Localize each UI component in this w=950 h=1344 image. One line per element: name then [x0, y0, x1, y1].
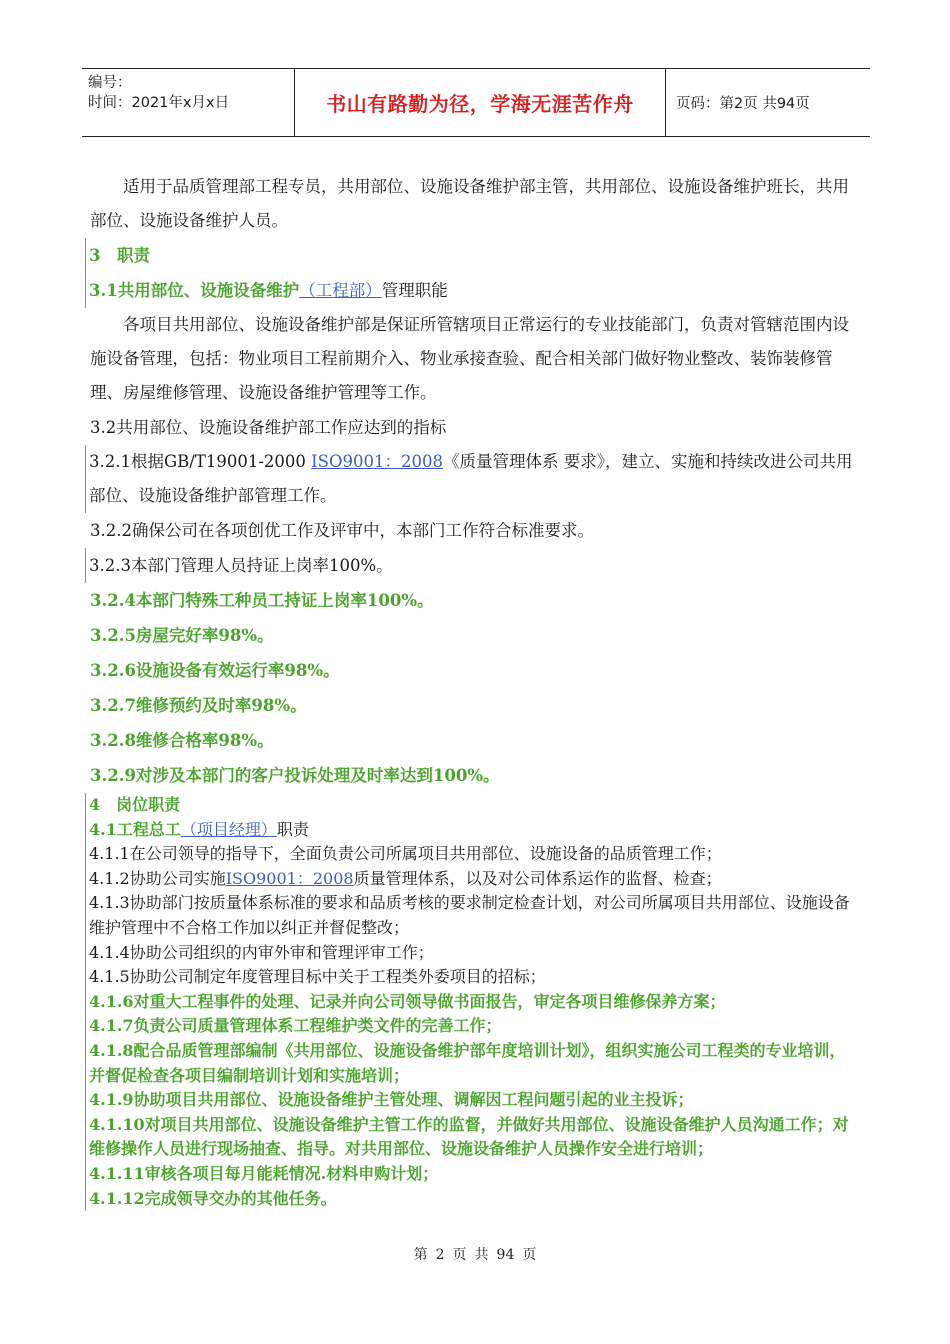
header-meta: [82, 69, 295, 136]
section-4-1-link[interactable]: （项目经理）: [180, 819, 277, 839]
item-4-1-11: 4.1.11审核各项目每月能耗情况.材料申购计划；: [85, 1162, 860, 1187]
item-3-2-8: 3.2.8维修合格率98%。: [90, 731, 274, 750]
footer-gong: 共: [474, 1247, 489, 1263]
footer-ye2: 页: [522, 1247, 537, 1263]
item-4-1-2-link[interactable]: ISO9001：2008: [225, 868, 354, 888]
document-header: [82, 68, 870, 137]
section-3-2: 3.2共用部位、设施设备维护部工作应达到的指标: [90, 418, 447, 437]
section-4-1-heading: [85, 818, 860, 843]
item-3-2-1-text-a: 3.2.1根据GB/T19001-2000: [89, 452, 312, 471]
document-body: [90, 170, 860, 1211]
page-footer: [0, 1244, 950, 1264]
section-3-1-heading: [85, 273, 860, 308]
section-3-1-body: 各项目共用部位、设施设备维护部是保证所管辖项目正常运行的专业技能部门，负责对管辖范围内设施设备管理，包括：物业项目工程前期介入、物业承接查验、配合相关部门做好物业整改、装饰装修管理、房屋维修管理、设施设备维护管理等工作。: [90, 315, 849, 402]
footer-di: 第: [413, 1247, 428, 1263]
item-4-1-1: 4.1.1在公司领导的指导下，全面负责公司所属项目共用部位、设施设备的品质管理工作；: [85, 842, 860, 867]
time-label: 时间：2021年x月x日: [88, 95, 230, 111]
item-3-2-1: [85, 445, 860, 513]
item-4-1-3: 4.1.3协助部门按质量体系标准的要求和品质考核的要求制定检查计划，对公司所属项目共用部位、设施设备维护管理中不合格工作加以纠正并督促整改；: [85, 891, 860, 940]
item-4-1-4: 4.1.4协助公司组织的内审外审和管理评审工作；: [85, 941, 860, 966]
item-4-1-9: 4.1.9协助项目共用部位、设施设备维护主管处理、调解因工程问题引起的业主投诉；: [85, 1088, 860, 1113]
footer-total-pages: 94: [496, 1247, 515, 1263]
item-4-1-8: 4.1.8配合品质管理部编制《共用部位、设施设备维护部年度培训计划》，组织实施公司工程类的专业培训，并督促检查各项目编制培训计划和实施培训；: [85, 1039, 860, 1088]
item-4-1-2-text-a: 4.1.2协助公司实施: [89, 868, 226, 888]
item-3-2-2: 3.2.2确保公司在各项创优工作及评审中，本部门工作符合标准要求。: [90, 521, 594, 540]
intro-paragraph: 适用于品质管理部工程专员，共用部位、设施设备维护部主管，共用部位、设施设备维护班长，共用部位、设施设备维护人员。: [90, 177, 849, 230]
item-3-2-1-text-b: 《质量管理体系 要求》，建立、实施和持续改进公司共用部位、设施设备维护部管理工作。: [89, 452, 853, 505]
item-4-1-10: 4.1.10对项目共用部位、设施设备维护主管工作的监督，并做好共用部位、设施设备维护人员沟通工作；对维修操作人员进行现场抽查、指导。对共用部位、设施设备维护人员操作安全进行培训；: [85, 1113, 860, 1162]
item-4-1-2-text-b: 质量管理体系，以及对公司体系运作的监督、检查；: [353, 868, 722, 888]
item-4-1-12: 4.1.12完成领导交办的其他任务。: [85, 1187, 860, 1212]
section-4-1-suffix: 职责: [276, 819, 309, 839]
item-3-2-9: 3.2.9对涉及本部门的客户投诉处理及时率达到100%。: [90, 766, 500, 785]
section-4-title: 4 岗位职责: [85, 793, 860, 818]
section-4-1-title: 4.1工程总工: [89, 819, 181, 839]
header-page-info: 页码：第2页 共94页: [676, 96, 810, 112]
item-4-1-5: 4.1.5协助公司制定年度管理目标中关于工程类外委项目的招标；: [85, 965, 860, 990]
item-3-2-6: 3.2.6设施设备有效运行率98%。: [90, 661, 340, 680]
item-3-2-1-link[interactable]: ISO9001：2008: [311, 452, 443, 471]
footer-page-number: 2: [435, 1247, 445, 1263]
item-4-1-6: 4.1.6对重大工程事件的处理、记录并向公司领导做书面报告，审定各项目维修保养方案；: [85, 990, 860, 1015]
item-4-1-2: [85, 867, 860, 892]
item-3-2-7: 3.2.7维修预约及时率98%。: [90, 696, 307, 715]
number-label: 编号：: [88, 75, 132, 91]
section-3-1-title: 3.1共用部位、设施设备维护: [89, 281, 300, 300]
section-3-1-suffix: 管理职能: [381, 281, 448, 300]
item-3-2-5: 3.2.5房屋完好率98%。: [90, 626, 274, 645]
section-3-1-link[interactable]: （工程部）: [299, 281, 382, 300]
item-4-1-7: 4.1.7负责公司质量管理体系工程维护类文件的完善工作；: [85, 1014, 860, 1039]
footer-ye: 页: [452, 1247, 467, 1263]
item-3-2-4: 3.2.4本部门特殊工种员工持证上岗率100%。: [90, 591, 434, 610]
section-3-title: 3 职责: [85, 238, 860, 273]
header-motto: 书山有路勤为径，学海无涯苦作舟: [295, 69, 666, 136]
item-3-2-3: 3.2.3本部门管理人员持证上岗率100%。: [85, 548, 860, 583]
